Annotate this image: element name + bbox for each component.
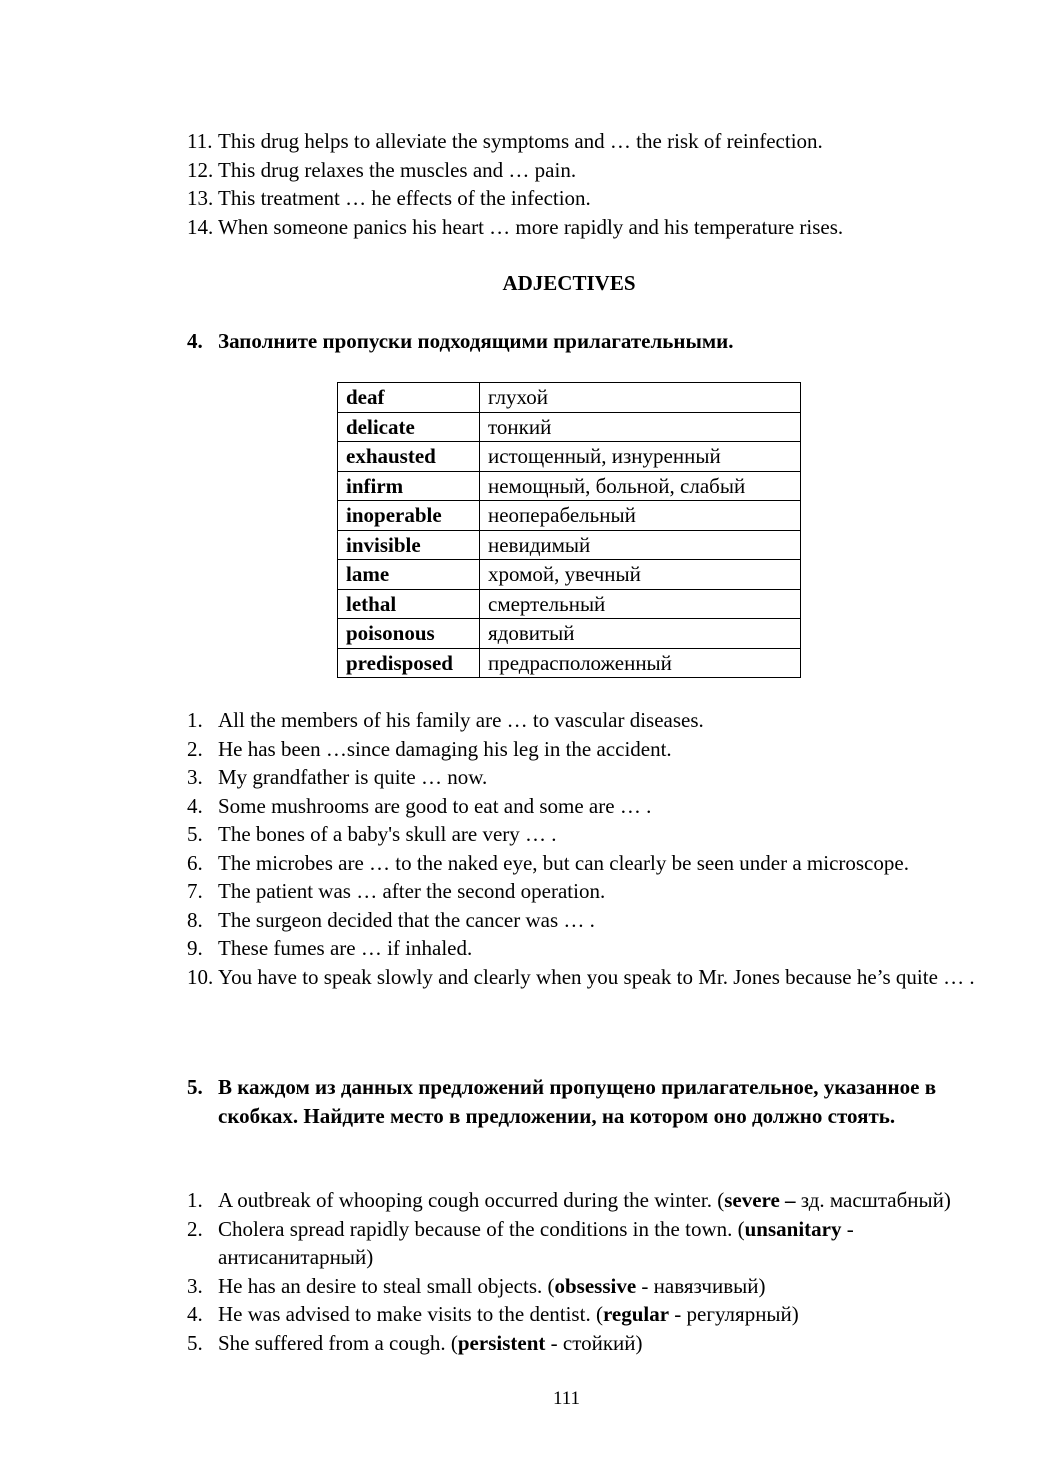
- russian-translation: невидимый: [480, 530, 801, 560]
- list-item: [187, 877, 977, 906]
- missing-adjective: persistent: [457, 1330, 546, 1355]
- list-item: [187, 1186, 977, 1215]
- item-text: This drug relaxes the muscles and … pain.: [218, 157, 577, 182]
- task-number: 5.: [187, 1075, 203, 1099]
- item-number: 7.: [187, 879, 203, 903]
- missing-adjective: regular: [602, 1302, 670, 1326]
- exercise-3-items-continued: [187, 127, 977, 241]
- russian-translation: неоперабельный: [480, 501, 801, 531]
- table-row: [338, 383, 801, 413]
- item-number: 13.: [187, 186, 214, 210]
- russian-translation: немощный, больной, слабый: [480, 471, 801, 501]
- english-word: exhausted: [338, 442, 480, 472]
- task-text: В каждом из данных предложений пропущено прилагательное, указанное в скобках. Найдите место в предложении, на котором оно должно стоять.: [218, 1075, 937, 1128]
- item-number: 12.: [187, 157, 214, 182]
- item-number: 3.: [187, 765, 203, 789]
- item-text: The patient was … after the second operation.: [218, 879, 606, 903]
- adjective-translation: - антисанитарный): [218, 1216, 854, 1269]
- table-row: [338, 501, 801, 531]
- list-item: [187, 792, 977, 821]
- item-number: 9.: [187, 936, 203, 960]
- english-word: poisonous: [338, 619, 480, 649]
- english-word: delicate: [338, 412, 480, 442]
- table-row: [338, 471, 801, 501]
- item-number: 10.: [187, 964, 214, 989]
- item-number: 5.: [187, 1330, 203, 1355]
- item-text: Cholera spread rapidly because of the conditions in the town. (: [218, 1216, 745, 1241]
- list-item: [187, 213, 977, 242]
- table-row: [338, 648, 801, 678]
- item-number: 1.: [187, 708, 203, 732]
- list-item: [187, 735, 977, 764]
- russian-translation: предрасположенный: [480, 648, 801, 678]
- item-text: She suffered from a cough. (: [218, 1330, 458, 1355]
- english-word: infirm: [338, 471, 480, 501]
- list-item: [187, 934, 977, 963]
- list-item: [187, 763, 977, 792]
- item-number: 4.: [187, 793, 203, 818]
- item-text: This treatment … he effects of the infection.: [218, 186, 591, 210]
- english-word: invisible: [338, 530, 480, 560]
- item-text: He has an desire to steal small objects. (: [218, 1273, 555, 1298]
- item-number: 2.: [187, 1216, 203, 1241]
- russian-translation: смертельный: [480, 589, 801, 619]
- item-text: He was advised to make visits to the dentist. (: [218, 1302, 603, 1326]
- table-row: [338, 560, 801, 590]
- russian-translation: тонкий: [480, 412, 801, 442]
- item-number: 2.: [187, 736, 203, 761]
- table-row: [338, 589, 801, 619]
- adjective-translation: - регулярный): [669, 1302, 799, 1326]
- list-item: [187, 963, 977, 992]
- item-text: The microbes are … to the naked eye, but can clearly be seen under a microscope.: [218, 850, 909, 875]
- table-row: [338, 619, 801, 649]
- item-text: The surgeon decided that the cancer was … .: [218, 907, 595, 932]
- list-item: [187, 156, 977, 185]
- item-text: My grandfather is quite … now.: [218, 765, 488, 789]
- english-word: inoperable: [338, 501, 480, 531]
- item-number: 8.: [187, 907, 203, 932]
- russian-translation: ядовитый: [480, 619, 801, 649]
- task-number: 4.: [187, 329, 203, 353]
- english-word: deaf: [338, 383, 480, 413]
- list-item: [187, 184, 977, 213]
- russian-translation: глухой: [480, 383, 801, 413]
- exercise-4-items: [187, 706, 977, 991]
- missing-adjective: obsessive: [554, 1273, 637, 1298]
- item-text: The bones of a baby's skull are very … .: [218, 822, 557, 846]
- list-item: [187, 849, 977, 878]
- item-number: 5.: [187, 822, 203, 846]
- adjective-translation: зд. масштабный): [795, 1188, 951, 1212]
- item-text: These fumes are … if inhaled.: [218, 936, 473, 960]
- item-number: 6.: [187, 850, 203, 875]
- item-text: This drug helps to alleviate the symptoms and … the risk of reinfection.: [218, 129, 823, 153]
- missing-adjective: unsanitary: [744, 1216, 842, 1241]
- item-text: You have to speak slowly and clearly when you speak to Mr. Jones because he’s quite … .: [218, 964, 975, 989]
- section-heading: ADJECTIVES: [502, 271, 636, 295]
- item-text: A outbreak of whooping cough occurred during the winter. (: [218, 1188, 725, 1212]
- table-row: [338, 442, 801, 472]
- item-number: 4.: [187, 1302, 203, 1326]
- list-item: [187, 127, 977, 156]
- list-item: [187, 1300, 977, 1329]
- item-text: When someone panics his heart … more rapidly and his temperature rises.: [218, 214, 844, 239]
- item-number: 3.: [187, 1273, 203, 1298]
- task-4-instruction: [187, 327, 987, 356]
- english-word: predisposed: [338, 648, 480, 678]
- item-number: 14.: [187, 214, 214, 239]
- item-text: Some mushrooms are good to eat and some are … .: [218, 793, 652, 818]
- item-number: 1.: [187, 1188, 203, 1212]
- task-5-instruction: [187, 1073, 987, 1130]
- list-item: [187, 1272, 977, 1301]
- adjective-translation: - стойкий): [545, 1330, 643, 1355]
- page-number: 111: [552, 1388, 581, 1409]
- list-item: [187, 906, 977, 935]
- english-word: lame: [338, 560, 480, 590]
- missing-adjective: severe –: [724, 1188, 796, 1212]
- list-item: [187, 1329, 977, 1358]
- table-row: [338, 530, 801, 560]
- english-word: lethal: [338, 589, 480, 619]
- list-item: [187, 706, 977, 735]
- table-row: [338, 412, 801, 442]
- russian-translation: хромой, увечный: [480, 560, 801, 590]
- list-item: [187, 820, 977, 849]
- item-text: He has been …since damaging his leg in the accident.: [218, 736, 672, 761]
- russian-translation: истощенный, изнуренный: [480, 442, 801, 472]
- task-text: Заполните пропуски подходящими прилагательными.: [218, 329, 734, 353]
- item-text: All the members of his family are … to vascular diseases.: [218, 708, 704, 732]
- vocabulary-table: [337, 382, 801, 678]
- adjective-translation: - навязчивый): [636, 1273, 766, 1298]
- exercise-5-items: [187, 1186, 977, 1357]
- item-number: 11.: [187, 129, 213, 153]
- list-item: [187, 1215, 977, 1272]
